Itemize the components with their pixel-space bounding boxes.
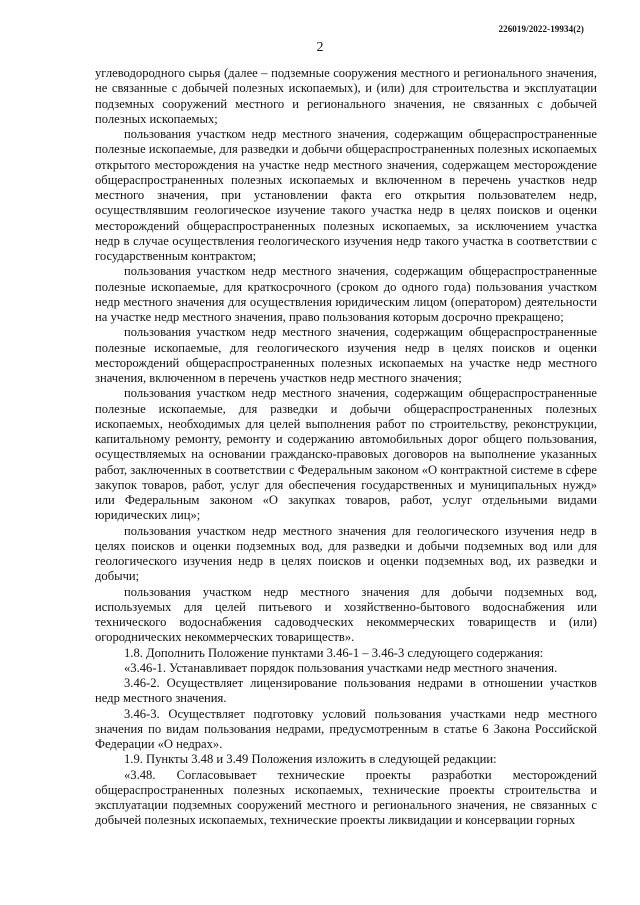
paragraph-item-3-48: «3.48. Согласовывает технические проекты разработки месторождений общераспространенных полезных ископаемых, технические проекты строительства и эксплуатации подземных сооружений местного и регионального значения, не связанных с добычей полезных ископаемых, технические проекты ликвидации и консервации горных xyxy=(95,767,597,828)
paragraph-item-3-46-2: 3.46-2. Осуществляет лицензирование пользования недрами в отношении участков недр местного значения. xyxy=(95,676,597,706)
paragraph-geological-study: пользования участком недр местного значения, содержащим общераспространенные полезные ископаемые, для геологического изучения недр в целях поисков и оценки месторождений общераспространенных полезных ископаемых на участке недр местного значения, включенном в перечень участков недр местного значения; xyxy=(95,325,597,385)
page-number: 2 xyxy=(316,40,324,55)
paragraph-item-1-8: 1.8. Дополнить Положение пунктами 3.46-1 – 3.46-3 следующего содержания: xyxy=(124,645,544,660)
document-body xyxy=(95,66,597,829)
paragraph-short-term-use: пользования участком недр местного значения, содержащим общераспространенные полезные ископаемые, для краткосрочного (сроком до одного года) пользования участком недр местного значения для осуществления юридическим лицом (оператором) деятельности на участке недр местного значения, право пользования которым досрочно прекращено; xyxy=(95,264,597,324)
paragraph-continuation: углеводородного сырья (далее – подземные сооружения местного и регионального значения, не связанные с добычей полезных ископаемых), и (или) для строительства и эксплуатации подземных сооружений местного и регионального значения, не связанных с добычей полезных ископаемых; xyxy=(95,66,597,126)
paragraph-item-3-46-3: 3.46-3. Осуществляет подготовку условий пользования участками недр местного значения по видам пользования недрами, предусмотренным в статье 6 Закона Российской Федерации «О недрах». xyxy=(95,706,597,751)
paragraph-road-works: пользования участком недр местного значения, содержащим общераспространенные полезные ископаемые, для разведки и добычи общераспространенных полезных ископаемых, необходимых для целей выполнения работ по строительству, реконструкции, капитальному ремонту, ремонту и содержанию автомобильных дорог общего пользования, осуществляемых на основании гражданско-правовых договоров на выполнение указанных работ, заключенных в соответствии с Федеральным законом «О контрактной системе в сфере закупок товаров, работ, услуг для обеспечения государственных и муниципальных нужд» или Федеральным законом «О закупках товаров, работ, услуг отдельными видами юридических лиц»; xyxy=(95,386,597,523)
paragraph-item-3-46-1: «3.46-1. Устанавливает порядок пользования участками недр местного значения. xyxy=(124,660,558,675)
document-registration-number: 226019/2022-19934(2) xyxy=(498,24,584,34)
paragraph-groundwater-study: пользования участком недр местного значения для геологического изучения недр в целях поисков и оценки подземных вод, для разведки и добычи подземных вод или для геологического изучения недр в целях поисков и оценки подземных вод, их разведки и добычи; xyxy=(95,523,597,584)
paragraph-groundwater-extraction: пользования участком недр местного значения для добычи подземных вод, используемых для целей питьевого и хозяйственно-бытового водоснабжения или технического водоснабжения садоводческих некоммерческих товариществ и (или) огороднических некоммерческих товариществ». xyxy=(95,584,597,645)
paragraph-item-1-9: 1.9. Пункты 3.48 и 3.49 Положения изложить в следующей редакции: xyxy=(124,752,497,767)
paragraph-open-pit-deposit: пользования участком недр местного значения, содержащим общераспространенные полезные ископаемые, для разведки и добычи общераспространенных полезных ископаемых открытого месторождения на участке недр местного значения, содержащем месторождение общераспространенных полезных ископаемых и включенном в перечень участков недр местного значения, при установлении факта его открытия пользователем недр, осуществлявшим геологическое изучение такого участка недр в целях поисков и оценки месторождений общераспространенных полезных ископаемых, за исключением участка недр в случае осуществления геологического изучения недр такого участка в соответствии с государственным контрактом; xyxy=(95,127,597,263)
